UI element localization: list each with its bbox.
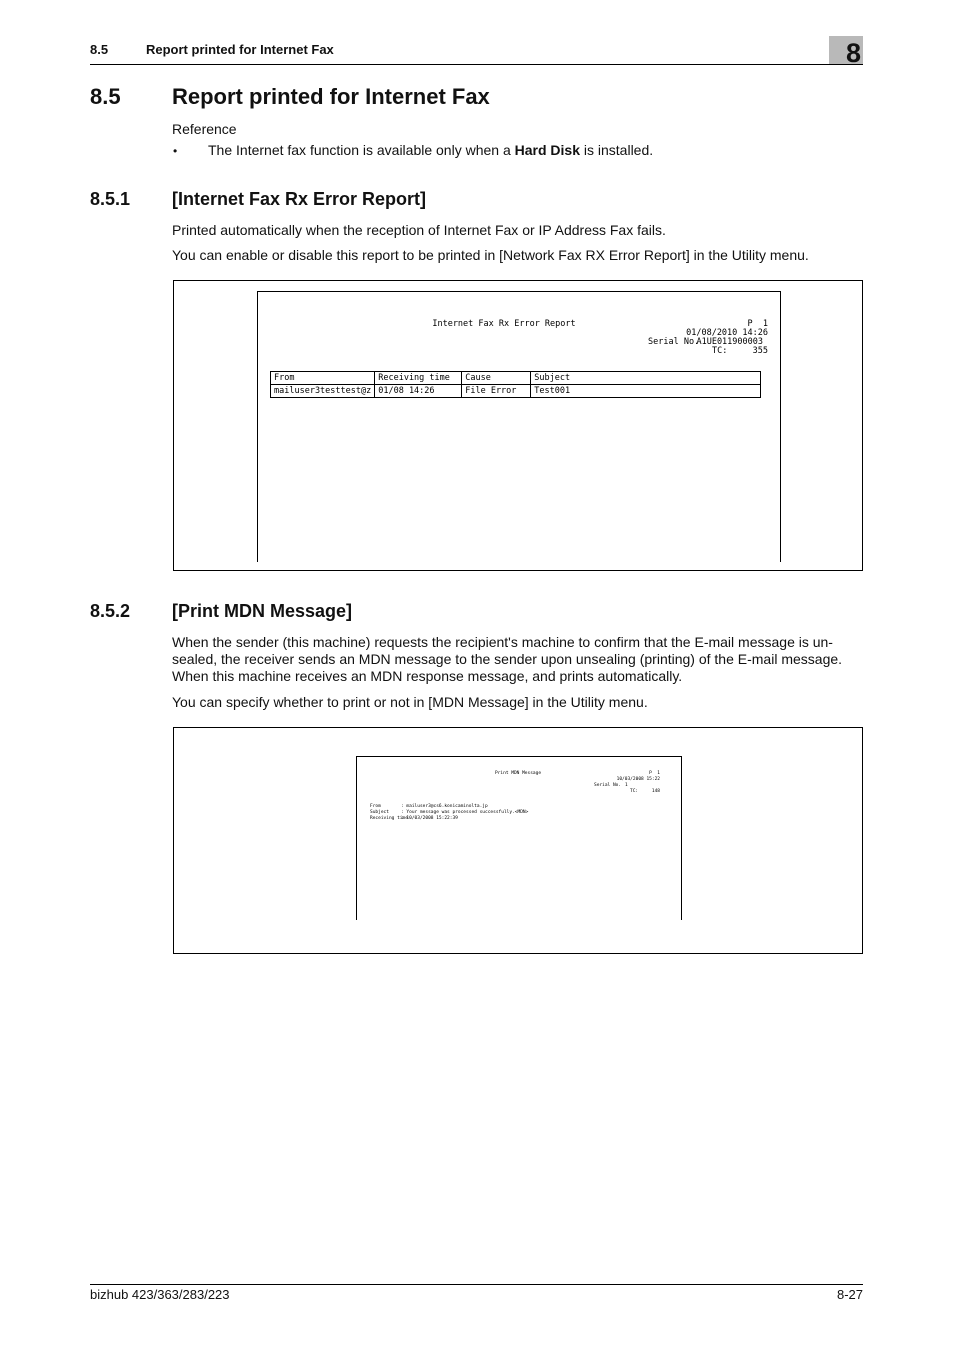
- table-row: [271, 385, 761, 398]
- mdn-serial-value: 1: [625, 783, 628, 788]
- reference-label: Reference: [172, 121, 237, 137]
- mdn-time-label: Receiving time: [370, 816, 408, 821]
- report-table: [270, 371, 761, 398]
- footer-page-number: 8-27: [836, 1287, 863, 1302]
- mdn-tc-label: TC:: [630, 789, 639, 794]
- reference-note-before: The Internet fax function is available only when a: [208, 142, 515, 158]
- mdn-title: Print MDN Message: [495, 771, 542, 776]
- bullet-icon: •: [173, 144, 178, 158]
- table-cell: 01/08 14:26: [375, 385, 462, 398]
- reference-note-bold: Hard Disk: [514, 142, 580, 158]
- column-header: Cause: [462, 372, 531, 385]
- figure-rx-error-report: [173, 280, 863, 571]
- subsection-1-para-1: Printed automatically when the reception of Internet Fax or IP Address Fax fails.: [172, 222, 666, 238]
- report-paper: [257, 291, 781, 562]
- column-header: Receiving time: [375, 372, 462, 385]
- report-tc-value: 355: [752, 346, 768, 356]
- subsection-1-number: 8.5.1: [90, 189, 131, 209]
- column-header: From: [271, 372, 375, 385]
- mdn-from-label: From: [370, 804, 381, 809]
- mdn-subject-value: : Your message was processed successfully.<MDN>: [401, 810, 529, 815]
- footer-rule: [90, 1284, 863, 1285]
- section-title: Report printed for Internet Fax: [172, 84, 490, 109]
- header-section-number: 8.5: [90, 42, 109, 57]
- report-serial-label: Serial No.: [648, 337, 700, 347]
- figure-mdn-message: [173, 727, 863, 954]
- subsection-1-para-2: You can enable or disable this report to be printed in [Network Fax RX Error Report] in the Utility menu.: [172, 247, 809, 263]
- table-cell: Test001: [531, 385, 761, 398]
- mdn-page: P 1: [649, 771, 660, 776]
- section-number: 8.5: [90, 84, 121, 109]
- mdn-date: 10/03/2008 15:22: [616, 777, 660, 782]
- mdn-serial-label: Serial No.: [594, 783, 622, 788]
- subsection-2-para-1-line-2: sealed, the receiver sends an MDN message to the sender upon unsealing (printing) of the E-mail message.: [172, 651, 843, 667]
- report-page: P 1: [747, 319, 768, 329]
- mdn-tc-value: 148: [651, 789, 660, 794]
- report-date: 01/08/2010 14:26: [686, 328, 768, 338]
- reference-note-after: is installed.: [580, 142, 654, 158]
- subsection-2-para-1-line-3: When this machine receives an MDN response message, and prints automatically.: [172, 668, 683, 684]
- header-section-title: Report printed for Internet Fax: [146, 42, 334, 57]
- chapter-number-badge: 8: [829, 36, 863, 65]
- mdn-time-value: : 10/03/2008 15:22:39: [401, 816, 458, 821]
- subsection-2-number: 8.5.2: [90, 601, 131, 621]
- report-serial-value: A1UE011900003: [696, 337, 763, 347]
- column-header: Subject: [531, 372, 761, 385]
- mdn-from-value: : mailuser3@cs6.konicaminolta.jp: [401, 804, 488, 809]
- report-title: Internet Fax Rx Error Report: [432, 319, 576, 329]
- subsection-2-para-1-line-1: When the sender (this machine) requests the recipient's machine to confirm that the E-mail message is un-: [172, 634, 833, 650]
- table-header-row: [271, 372, 761, 385]
- footer-model: bizhub 423/363/283/223: [90, 1287, 230, 1302]
- header-rule: [90, 64, 863, 65]
- mdn-paper: [356, 756, 682, 920]
- subsection-2-para-2: You can specify whether to print or not in [MDN Message] in the Utility menu.: [172, 694, 648, 710]
- subsection-1-title: [Internet Fax Rx Error Report]: [172, 189, 427, 209]
- subsection-2-title: [Print MDN Message]: [172, 601, 353, 621]
- table-cell: mailuser3testtest@z: [271, 385, 375, 398]
- report-tc-label: TC:: [712, 346, 728, 356]
- table-cell: File Error: [462, 385, 531, 398]
- mdn-subject-label: Subject: [370, 810, 389, 815]
- reference-note: [208, 142, 653, 158]
